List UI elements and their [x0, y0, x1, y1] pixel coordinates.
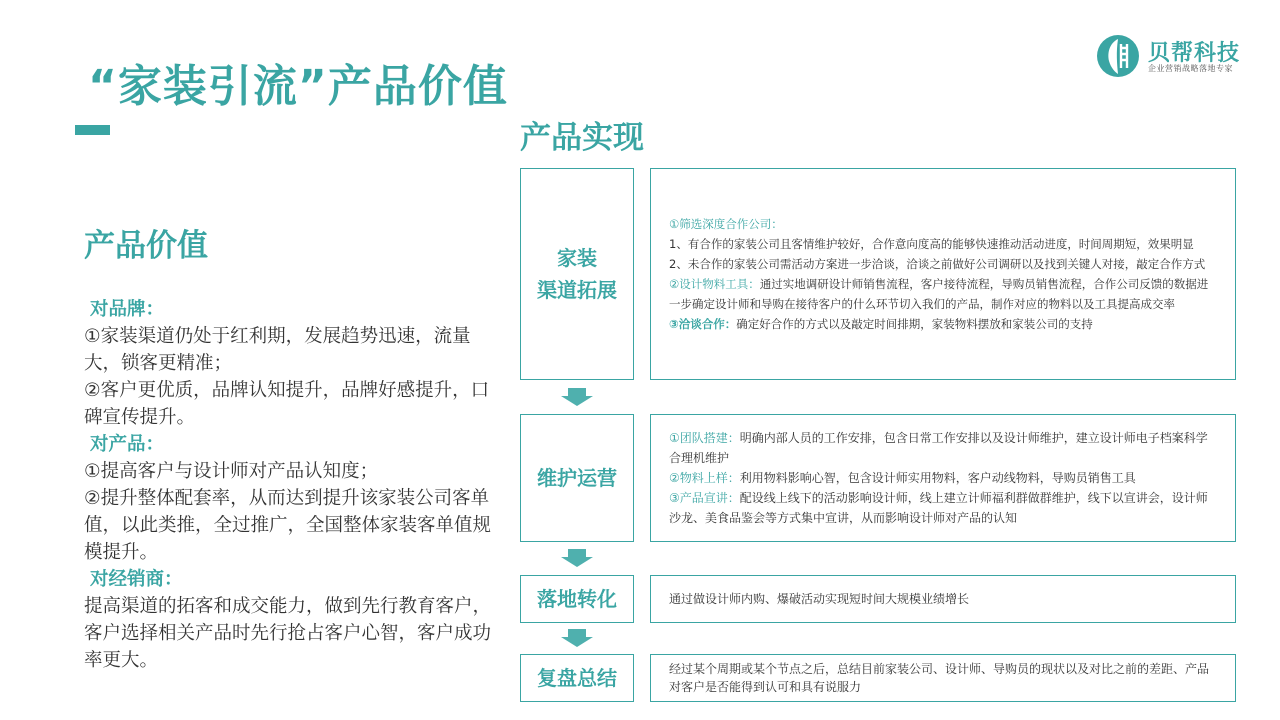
flow-arrow-down-icon	[561, 396, 593, 406]
detail-text: 1、有合作的家装公司且客情维护较好，合作意向度高的能够快速推动活动进度，时间周期短，效果明显	[669, 237, 1194, 251]
section-label-brand: 对品牌：	[90, 299, 165, 320]
detail-label: ③洽谈合作：	[669, 317, 737, 331]
company-logo	[1096, 34, 1246, 78]
stage-name-line1: 家装	[557, 246, 597, 270]
stage-review-summary-details	[650, 654, 1236, 702]
flow-arrow-down-icon	[561, 557, 593, 567]
detail-text: 利用物料影响心智，包含设计师实用物料，客户动线物料，导购员销售工具	[739, 471, 1136, 485]
flow-arrow-stem	[568, 629, 586, 637]
detail-text: 经过某个周期或某个节点之后，总结目前家装公司、设计师、导购员的现状以及对比之前的差距、产品对客户是否能得到认可和具有说服力	[669, 662, 1210, 694]
detail-text: 配设线上线下的活动影响设计师，线上建立计师福利群做群维护，线下以宣讲会，设计师沙龙、美食品鉴会等方式集中宣讲，从而影响设计师对产品的认知	[669, 491, 1208, 525]
detail-text: 通过做设计师内购、爆破活动实现短时间大规模业绩增长	[669, 592, 970, 606]
stage-name: 维护运营	[537, 466, 617, 490]
flow-arrow-stem	[568, 388, 586, 396]
stage-review-summary	[520, 654, 634, 702]
stage-maintenance-operation	[520, 414, 634, 542]
product-implementation-heading: 产品实现	[520, 120, 644, 156]
detail-text: 2、未合作的家装公司需活动方案进一步洽谈，洽谈之前做好公司调研以及找到关键人对接，敲定合作方式	[669, 257, 1206, 271]
detail-text: 通过实地调研设计师销售流程，客户接待流程，导购员销售流程，合作公司反馈的数据进一步确定设计师和导购在接待客户的什么环节切入我们的产品，制作对应的物料以及工具提高成交率	[669, 277, 1209, 311]
stage-maintenance-operation-details	[650, 414, 1236, 542]
logo-mark-icon	[1096, 34, 1140, 78]
product-value-body	[84, 296, 504, 674]
page-title: “家装引流”产品价值	[88, 61, 508, 112]
detail-text: 确定好合作的方式以及敲定时间排期，家装物料摆放和家装公司的支持	[736, 317, 1093, 331]
section-line: ②提升整体配套率，从而达到提升该家装公司客单值，以此类推，全过推广，全国整体家装客单值规模提升。	[84, 488, 492, 563]
detail-text: 明确内部人员的工作安排，包含日常工作安排以及设计师维护，建立设计师电子档案科学合理机维护	[669, 431, 1208, 465]
product-value-heading: 产品价值	[84, 228, 208, 264]
flow-arrow-down-icon	[561, 637, 593, 647]
stage-conversion-details	[650, 575, 1236, 623]
logo-tagline: 企业营销战略落地专家	[1148, 64, 1233, 73]
detail-label: ②物料上样：	[669, 471, 740, 485]
section-line: ①家装渠道仍处于红利期，发展趋势迅速，流量大，锁客更精准；	[84, 326, 471, 374]
title-accent-bar	[75, 125, 110, 135]
stage-channel-expansion-details	[650, 168, 1236, 380]
stage-channel-expansion	[520, 168, 634, 380]
logo-name: 贝帮科技	[1148, 41, 1241, 66]
section-line: 提高渠道的拓客和成交能力，做到先行教育客户，客户选择相关产品时先行抢占客户心智，客户成功率更大。	[84, 596, 492, 671]
detail-label: ②设计物料工具：	[669, 277, 760, 291]
stage-conversion	[520, 575, 634, 623]
detail-label: ①团队搭建：	[669, 431, 740, 445]
detail-label: ①筛选深度合作公司：	[669, 217, 783, 231]
stage-name: 落地转化	[537, 587, 617, 611]
section-label-dealer: 对经销商：	[90, 569, 183, 590]
detail-label: ③产品宣讲：	[669, 491, 740, 505]
section-line: ②客户更优质，品牌认知提升，品牌好感提升，口碑宣传提升。	[84, 380, 490, 428]
section-line: ①提高客户与设计师对产品认知度；	[84, 461, 379, 482]
section-label-product: 对产品：	[90, 434, 165, 455]
stage-name: 复盘总结	[537, 666, 617, 690]
stage-name-line2: 渠道拓展	[537, 278, 617, 302]
flow-arrow-stem	[568, 549, 586, 557]
